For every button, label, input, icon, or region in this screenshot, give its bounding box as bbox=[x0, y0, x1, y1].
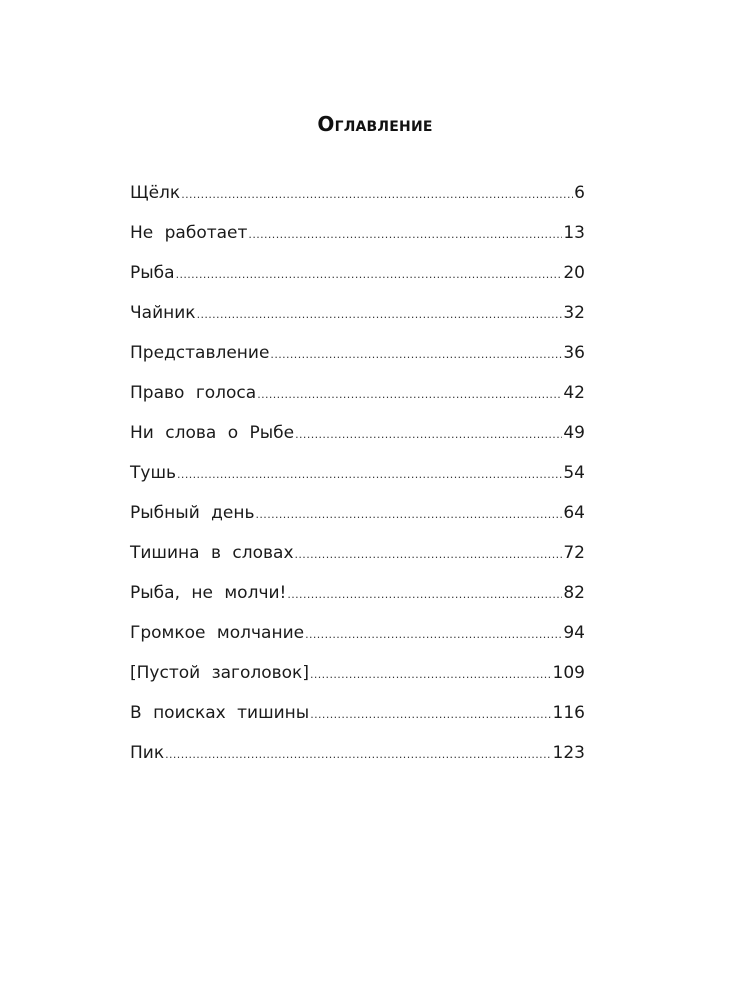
toc-entry-title: Рыбный день bbox=[130, 503, 255, 523]
toc-entry-page: 42 bbox=[563, 383, 585, 403]
toc-entry-page: 32 bbox=[563, 303, 585, 323]
dot-leader bbox=[310, 708, 551, 721]
dot-leader bbox=[305, 628, 562, 641]
toc-entry-page: 6 bbox=[574, 183, 585, 203]
toc-entry bbox=[130, 503, 585, 543]
table-of-contents bbox=[130, 183, 585, 783]
toc-entry-title: Тушь bbox=[130, 463, 177, 483]
dot-leader bbox=[257, 388, 562, 401]
toc-entry bbox=[130, 423, 585, 463]
toc-entry bbox=[130, 743, 585, 783]
toc-entry-page: 49 bbox=[563, 423, 585, 443]
toc-entry-page: 64 bbox=[563, 503, 585, 523]
dot-leader bbox=[295, 428, 562, 441]
toc-entry-title: Пик bbox=[130, 743, 165, 763]
dot-leader bbox=[181, 188, 573, 201]
toc-entry-page: 82 bbox=[563, 583, 585, 603]
dot-leader bbox=[270, 348, 562, 361]
toc-entry bbox=[130, 183, 585, 223]
dot-leader bbox=[197, 308, 563, 321]
toc-entry-title: Рыба, не молчи! bbox=[130, 583, 287, 603]
dot-leader bbox=[248, 228, 562, 241]
toc-entry-title: В поисках тишины bbox=[130, 703, 310, 723]
toc-entry-page: 20 bbox=[563, 263, 585, 283]
toc-entry-page: 72 bbox=[563, 543, 585, 563]
page-title: Оглавление bbox=[317, 112, 433, 136]
toc-entry bbox=[130, 343, 585, 383]
toc-entry-page: 94 bbox=[563, 623, 585, 643]
dot-leader bbox=[256, 508, 563, 521]
toc-entry bbox=[130, 663, 585, 703]
dot-leader bbox=[310, 668, 552, 681]
toc-entry-page: 36 bbox=[563, 343, 585, 363]
toc-entry bbox=[130, 263, 585, 303]
toc-entry-page: 116 bbox=[552, 703, 585, 723]
toc-entry-page: 123 bbox=[552, 743, 585, 763]
dot-leader bbox=[295, 548, 563, 561]
toc-entry-title: Громкое молчание bbox=[130, 623, 305, 643]
toc-entry bbox=[130, 303, 585, 343]
toc-entry-title: Не работает bbox=[130, 223, 248, 243]
dot-leader bbox=[287, 588, 562, 601]
toc-entry bbox=[130, 623, 585, 663]
toc-entry-title: Представление bbox=[130, 343, 270, 363]
toc-entry-title: Рыба bbox=[130, 263, 175, 283]
toc-entry bbox=[130, 543, 585, 583]
toc-entry-title: Тишина в словах bbox=[130, 543, 294, 563]
toc-entry-title: [Пустой заголовок] bbox=[130, 663, 309, 683]
toc-entry-title: Щёлк bbox=[130, 183, 181, 203]
dot-leader bbox=[177, 468, 562, 481]
toc-entry-title: Ни слова о Рыбе bbox=[130, 423, 295, 443]
toc-entry-title: Чайник bbox=[130, 303, 196, 323]
dot-leader bbox=[176, 268, 563, 281]
dot-leader bbox=[165, 748, 551, 761]
toc-entry-page: 109 bbox=[552, 663, 585, 683]
toc-entry bbox=[130, 703, 585, 743]
toc-entry bbox=[130, 463, 585, 503]
toc-entry-page: 54 bbox=[563, 463, 585, 483]
toc-entry-page: 13 bbox=[563, 223, 585, 243]
toc-entry-title: Право голоса bbox=[130, 383, 257, 403]
toc-entry bbox=[130, 583, 585, 623]
toc-entry bbox=[130, 223, 585, 263]
toc-entry bbox=[130, 383, 585, 423]
